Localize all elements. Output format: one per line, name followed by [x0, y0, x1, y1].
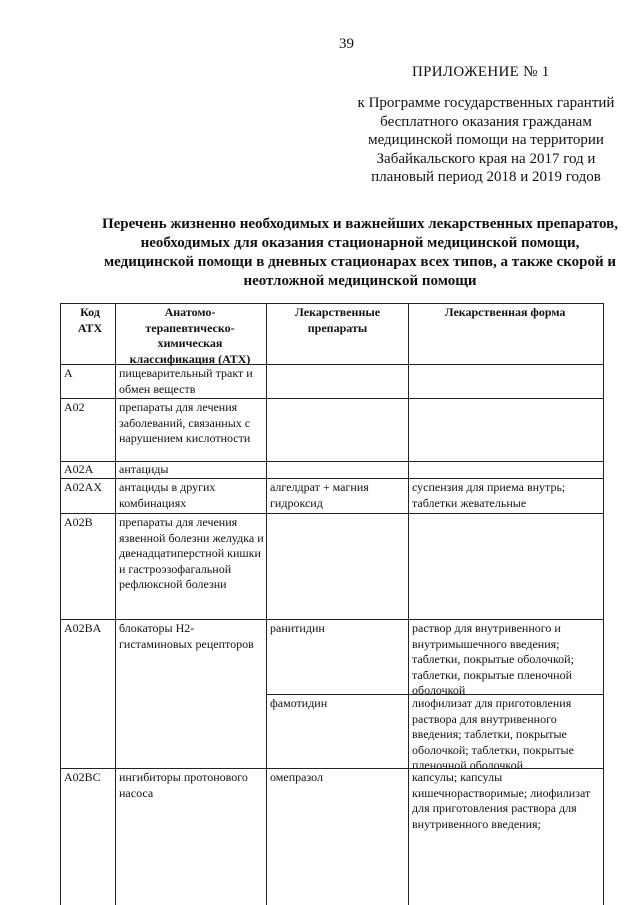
table-rule [266, 303, 267, 905]
row-code: A02BA [64, 621, 102, 635]
table-rule [60, 398, 603, 399]
appendix-title: ПРИЛОЖЕНИЕ № 1 [412, 64, 550, 80]
row-code: A02B [64, 515, 93, 529]
row-code: A02AX [64, 480, 102, 494]
page-number: 39 [339, 36, 354, 52]
row-form: лиофилизат для приготовления раствора для внутривенного введения; таблетки, покрытые оболочкой; таблетки, покрытые пленочной оболочкой [412, 696, 574, 773]
table-rule [115, 303, 116, 905]
header-drugs: Лекарственные препараты [294, 305, 381, 335]
header-form: Лекарственная форма [444, 305, 566, 319]
header-classification: Анатомо-терапевтическо-химическая классификация (АТХ) [129, 305, 251, 366]
table-rule [60, 619, 603, 620]
row-form: раствор для внутривенного и внутримышечного введения; таблетки, покрытые оболочкой; таблетки, покрытые пленочной оболочкой [412, 621, 574, 698]
row-form: капсулы; капсулы кишечнорастворимые; лиофилизат для приготовления раствора для внутривенного введения; [412, 770, 591, 831]
table-rule [408, 303, 409, 905]
row-classification: антациды в других комбинациях [119, 480, 216, 510]
row-drug: омепразол [270, 770, 323, 784]
table-rule [60, 303, 61, 905]
header-code: Код АТХ [77, 305, 103, 335]
table-rule [60, 513, 603, 514]
appendix-subtitle: к Программе государственных гарантий бесплатного оказания гражданам медицинской помощи на территории Забайкальского края на 2017 год и плановый период 2018 и 2019 годов [357, 95, 615, 185]
row-drug: ранитидин [270, 621, 325, 635]
table-rule [60, 478, 603, 479]
row-drug: алгелдрат + магния гидроксид [270, 480, 369, 510]
row-code: A [64, 366, 73, 380]
row-classification: пищеварительный тракт и обмен веществ [119, 366, 253, 396]
row-classification: блокаторы H2-гистаминовых рецепторов [119, 621, 254, 651]
table-rule [60, 303, 603, 304]
row-code: A02A [64, 462, 94, 476]
row-classification: препараты для лечения заболеваний, связанных с нарушением кислотности [119, 400, 251, 446]
row-drug: фамотидин [270, 696, 328, 710]
row-form: суспензия для приема внутрь; таблетки жевательные [412, 480, 566, 510]
drug-table [60, 303, 603, 905]
row-code: A02BC [64, 770, 101, 784]
row-classification: препараты для лечения язвенной болезни желудка и двенадцатиперстной кишки и гастроэзофагальной рефлюксной болезни [119, 515, 264, 592]
row-classification: антациды [119, 462, 169, 476]
row-classification: ингибиторы протонового насоса [119, 770, 248, 800]
table-rule [603, 303, 604, 905]
row-code: A02 [64, 400, 85, 414]
document-title: Перечень жизненно необходимых и важнейших лекарственных препаратов, необходимых для оказания стационарной медицинской помощи, медицинской помощи в дневных стационарах всех типов, а также скорой и неотложной медицинской помощи [101, 216, 619, 289]
